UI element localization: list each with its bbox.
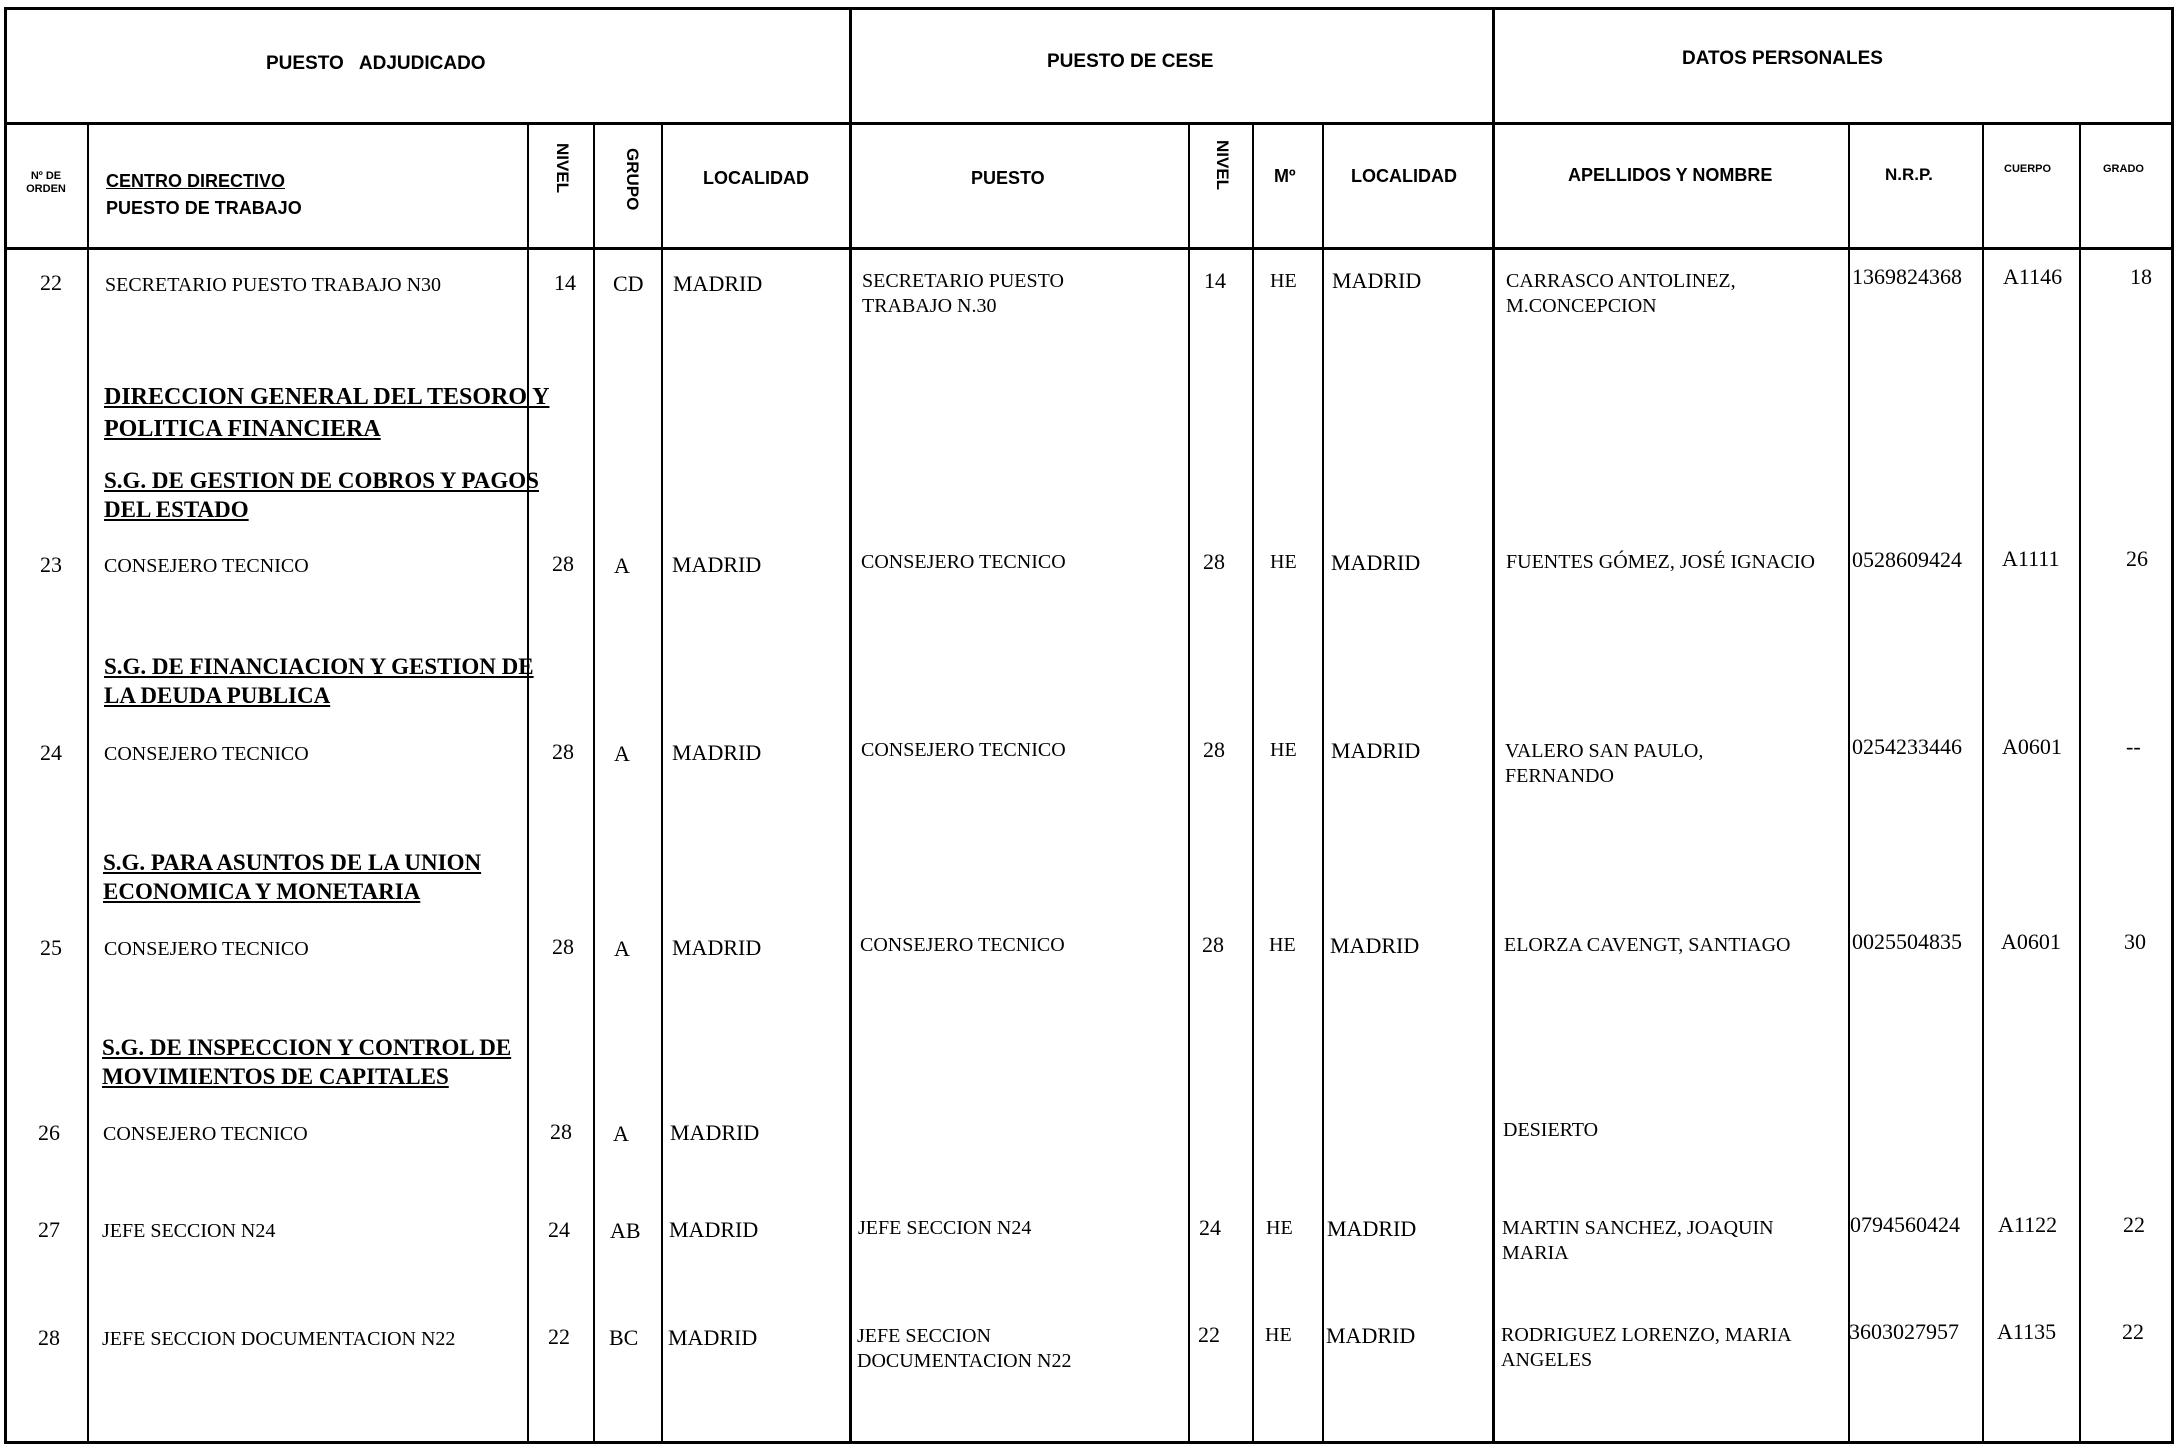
row-28-cuerpo: A1135 xyxy=(1997,1319,2057,1344)
row-24-localidad-cese: MADRID xyxy=(1331,738,1421,763)
row-25-nivel-cese: 28 xyxy=(1202,932,1224,957)
row-28-nrp: 3603027957 xyxy=(1849,1319,1959,1344)
col-header-puesto-trabajo: PUESTO DE TRABAJO xyxy=(106,198,302,218)
row-23-grado: 26 xyxy=(2126,546,2148,571)
row-25-nombre: ELORZA CAVENGT, SANTIAGO xyxy=(1504,934,1791,956)
row-27-localidad: MADRID xyxy=(669,1217,759,1242)
row-23-cuerpo: A1111 xyxy=(2002,546,2060,571)
border-right xyxy=(2171,7,2174,1444)
row-24-puesto-cese: CONSEJERO TECNICO xyxy=(861,739,1066,761)
row-25-orden: 25 xyxy=(40,935,62,960)
row-23-puesto-trabajo: CONSEJERO TECNICO xyxy=(104,555,309,577)
row-28-puesto-cese: JEFE SECCION DOCUMENTACION N22 xyxy=(857,1325,1072,1372)
row-23-localidad: MADRID xyxy=(672,552,762,577)
row-27-nivel: 24 xyxy=(548,1217,570,1242)
col-header-ministerio: Mº xyxy=(1274,166,1296,186)
row-23-nrp: 0528609424 xyxy=(1852,547,1962,572)
row-28-nivel: 22 xyxy=(548,1324,570,1349)
row-25-puesto-cese: CONSEJERO TECNICO xyxy=(860,934,1065,956)
header-puesto-de-cese: PUESTO DE CESE xyxy=(1047,51,1214,72)
row-24-nivel-cese: 28 xyxy=(1203,737,1225,762)
row-23-nombre: FUENTES GÓMEZ, JOSÉ IGNACIO xyxy=(1506,551,1815,573)
col-header-nrp: N.R.P. xyxy=(1885,165,1933,184)
row-25-nivel: 28 xyxy=(552,934,574,959)
row-28-grupo: BC xyxy=(609,1325,639,1350)
row-22-grado: 18 xyxy=(2130,264,2152,289)
col-header-nivel-cese: NIVEL xyxy=(1213,140,1232,191)
row-27-grupo: AB xyxy=(610,1218,641,1243)
row-25-grupo: A xyxy=(614,936,630,961)
row-26-orden: 26 xyxy=(38,1120,60,1145)
row-27-localidad-cese: MADRID xyxy=(1327,1216,1417,1241)
col-sep-orden xyxy=(87,122,89,1444)
row-25-nrp: 0025504835 xyxy=(1852,929,1962,954)
row-24-grado: -- xyxy=(2126,734,2141,759)
row-23-nivel-cese: 28 xyxy=(1203,549,1225,574)
row-27-nombre: MARTIN SANCHEZ, JOAQUIN MARIA xyxy=(1502,1217,1774,1264)
row-24-nivel: 28 xyxy=(552,739,574,764)
row-25-cuerpo: A0601 xyxy=(2001,929,2061,954)
section-direccion-general: DIRECCION GENERAL DEL TESORO Y POLITICA FINANCIERA xyxy=(104,384,550,442)
row-26-nivel: 28 xyxy=(550,1119,572,1144)
row-23-puesto-cese: CONSEJERO TECNICO xyxy=(861,551,1066,573)
row-24-ministerio: HE xyxy=(1270,739,1297,761)
header-datos-personales: DATOS PERSONALES xyxy=(1682,48,1883,69)
col-header-apellidos-nombre: APELLIDOS Y NOMBRE xyxy=(1568,165,1773,185)
col-header-centro-directivo: CENTRO DIRECTIVO xyxy=(106,171,286,191)
row-26-localidad: MADRID xyxy=(670,1120,760,1145)
row-22-cuerpo: A1146 xyxy=(2003,264,2063,289)
row-23-orden: 23 xyxy=(40,552,62,577)
row-22-localidad-cese: MADRID xyxy=(1332,268,1422,293)
row-25-localidad-cese: MADRID xyxy=(1330,933,1420,958)
col-header-cuerpo: CUERPO xyxy=(2004,163,2052,175)
row-27-cuerpo: A1122 xyxy=(1998,1212,2058,1237)
row-27-ministerio: HE xyxy=(1266,1217,1293,1239)
row-22-grupo: CD xyxy=(613,271,644,296)
row-22-nivel: 14 xyxy=(554,270,576,295)
row-24-localidad: MADRID xyxy=(672,740,762,765)
row-28-nivel-cese: 22 xyxy=(1198,1322,1220,1347)
header-puesto-adjudicado: PUESTO ADJUDICADO xyxy=(266,53,486,74)
col-sep-puesto xyxy=(1188,122,1190,1444)
row-25-ministerio: HE xyxy=(1269,934,1296,956)
row-28-puesto-trabajo: JEFE SECCION DOCUMENTACION N22 xyxy=(102,1328,456,1350)
col-sep-cuerpo xyxy=(2079,122,2081,1444)
divider-adjudicado-cese xyxy=(849,7,852,1444)
row-28-ministerio: HE xyxy=(1265,1324,1292,1346)
col-header-localidad: LOCALIDAD xyxy=(703,168,809,188)
border-top xyxy=(4,7,2174,10)
col-sep-nrp xyxy=(1982,122,1984,1444)
row-28-nombre: RODRIGUEZ LORENZO, MARIA ANGELES xyxy=(1501,1324,1791,1371)
row-24-orden: 24 xyxy=(40,740,62,765)
divider-cese-personales xyxy=(1492,7,1495,1444)
row-28-orden: 28 xyxy=(38,1325,60,1350)
row-23-localidad-cese: MADRID xyxy=(1331,550,1421,575)
row-23-ministerio: HE xyxy=(1270,551,1297,573)
row-27-orden: 27 xyxy=(38,1217,60,1242)
row-24-cuerpo: A0601 xyxy=(2002,734,2062,759)
row-27-puesto-trabajo: JEFE SECCION N24 xyxy=(102,1220,276,1242)
row-22-nrp: 1369824368 xyxy=(1852,264,1962,289)
col-header-localidad-cese: LOCALIDAD xyxy=(1351,166,1457,186)
row-25-localidad: MADRID xyxy=(672,935,762,960)
row-24-nrp: 0254233446 xyxy=(1852,734,1962,759)
col-header-grado: GRADO xyxy=(2103,163,2144,175)
row-22-puesto-trabajo: SECRETARIO PUESTO TRABAJO N30 xyxy=(105,274,442,296)
row-22-ministerio: HE xyxy=(1270,270,1297,292)
col-header-num-orden: Nº DE ORDEN xyxy=(26,170,66,195)
row-22-nivel-cese: 14 xyxy=(1204,268,1226,293)
col-sep-centro xyxy=(527,122,529,1444)
row-23-nivel: 28 xyxy=(552,551,574,576)
row-26-grupo: A xyxy=(613,1121,629,1146)
col-sep-grupo xyxy=(661,122,663,1444)
col-sep-nivel xyxy=(593,122,595,1444)
row-23-grupo: A xyxy=(614,553,630,578)
row-22-nombre: CARRASCO ANTOLINEZ, M.CONCEPCION xyxy=(1506,270,1736,317)
col-sep-apellidos xyxy=(1848,122,1850,1444)
row-26-puesto-trabajo: CONSEJERO TECNICO xyxy=(103,1123,308,1145)
row-22-localidad: MADRID xyxy=(673,271,763,296)
col-sep-nivel-cese xyxy=(1252,122,1254,1444)
row-22-puesto-cese: SECRETARIO PUESTO TRABAJO N.30 xyxy=(862,270,1064,317)
row-28-grado: 22 xyxy=(2122,1319,2144,1344)
section-sg-union-monetaria: S.G. PARA ASUNTOS DE LA UNION ECONOMICA Y MONETARIA xyxy=(103,850,482,904)
row-25-grado: 30 xyxy=(2124,929,2146,954)
row-22-orden: 22 xyxy=(40,270,62,295)
row-24-nombre: VALERO SAN PAULO, FERNANDO xyxy=(1505,740,1704,787)
col-header-puesto: PUESTO xyxy=(971,168,1045,188)
row-24-puesto-trabajo: CONSEJERO TECNICO xyxy=(104,743,309,765)
row-27-nivel-cese: 24 xyxy=(1199,1215,1221,1240)
row-27-nrp: 0794560424 xyxy=(1850,1212,1960,1237)
col-header-grupo: GRUPO xyxy=(623,148,642,211)
col-header-nivel: NIVEL xyxy=(553,143,572,194)
row-28-localidad: MADRID xyxy=(668,1325,758,1350)
row-24-grupo: A xyxy=(614,741,630,766)
row-27-grado: 22 xyxy=(2123,1212,2145,1237)
section-sg-inspeccion-capitales: S.G. DE INSPECCION Y CONTROL DE MOVIMIENTOS DE CAPITALES xyxy=(102,1035,512,1089)
row-28-localidad-cese: MADRID xyxy=(1326,1323,1416,1348)
row-25-puesto-trabajo: CONSEJERO TECNICO xyxy=(104,938,309,960)
row-27-puesto-cese: JEFE SECCION N24 xyxy=(858,1217,1032,1239)
section-sg-deuda-publica: S.G. DE FINANCIACION Y GESTION DE LA DEUDA PUBLICA xyxy=(104,654,534,708)
row-26-nombre: DESIERTO xyxy=(1503,1119,1599,1141)
border-left xyxy=(4,7,7,1444)
col-sep-ministerio xyxy=(1322,122,1324,1444)
section-sg-cobros-pagos: S.G. DE GESTION DE COBROS Y PAGOS DEL ESTADO xyxy=(104,468,539,522)
